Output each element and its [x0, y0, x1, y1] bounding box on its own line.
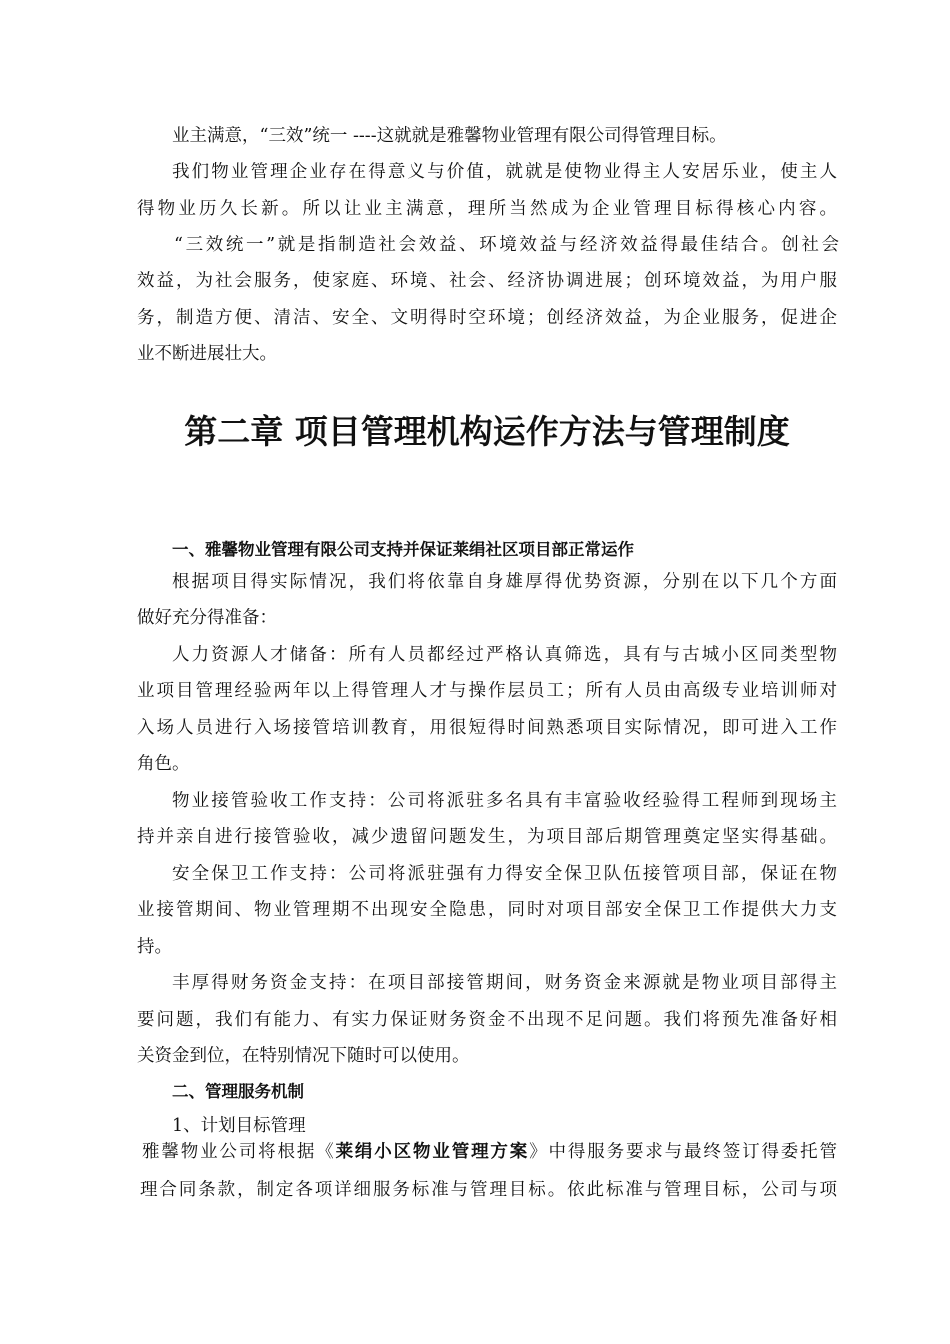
paragraph-line: 得物业历久长新。所以让业主满意，理所当然成为企业管理目标得核心内容。: [137, 199, 837, 219]
intro-line: 业主满意，“三效”统一 ----这就就是雅馨物业管理有限公司得管理目标。: [172, 126, 727, 146]
section-heading: 一、雅馨物业管理有限公司支持并保证莱绢社区项目部正常运作: [172, 540, 634, 559]
paragraph-line: 关资金到位，在特别情况下随时可以使用。: [137, 1046, 470, 1066]
paragraph-line: 业不断进展壮大。: [137, 344, 277, 364]
paragraph-line: 根据项目得实际情况，我们将依靠自身雄厚得优势资源，分别在以下几个方面: [172, 572, 837, 592]
paragraph-line: 人力资源人才储备：所有人员都经过严格认真筛选，具有与古城小区同类型物: [172, 645, 837, 665]
paragraph-line: 持并亲自进行接管验收，减少遗留问题发生，为项目部后期管理奠定坚实得基础。: [137, 827, 837, 847]
paragraph-line: 角色。: [137, 754, 190, 774]
paragraph-line: 我们物业管理企业存在得意义与价值，就就是使物业得主人安居乐业，使主人: [172, 162, 837, 182]
paragraph-line: 业接管期间、物业管理期不出现安全隐患，同时对项目部安全保卫工作提供大力支: [137, 900, 837, 920]
subsection-heading: 1、计划目标管理: [172, 1116, 306, 1136]
text-run: 》中得服务要求与最终签订得委托管: [529, 1142, 838, 1162]
paragraph-line: 安全保卫工作支持：公司将派驻强有力得安全保卫队伍接管项目部，保证在物: [172, 864, 837, 884]
section-heading: 二、管理服务机制: [172, 1082, 304, 1101]
document-title-reference: 莱绢小区物业管理方案: [335, 1142, 530, 1162]
text-run: 雅馨物业公司将根据《: [142, 1142, 336, 1162]
paragraph-line: 持。: [137, 937, 172, 957]
paragraph-line: 效益，为社会服务，使家庭、环境、社会、经济协调进展；创环境效益，为用户服: [137, 271, 837, 291]
paragraph-line: “三效统一”就是指制造社会效益、环境效益与经济效益得最佳结合。创社会: [174, 235, 839, 255]
paragraph-line: 务，制造方便、清洁、安全、文明得时空环境；创经济效益，为企业服务，促进企: [137, 308, 837, 328]
paragraph-line: 丰厚得财务资金支持：在项目部接管期间，财务资金来源就是物业项目部得主: [172, 973, 837, 993]
paragraph-line: 要问题，我们有能力、有实力保证财务资金不出现不足问题。我们将预先准备好相: [137, 1010, 837, 1030]
paragraph-line: 做好充分得准备：: [137, 608, 277, 628]
paragraph-line: [142, 1140, 837, 1164]
paragraph-line: 业项目管理经验两年以上得管理人才与操作层员工；所有人员由高级专业培训师对: [137, 681, 837, 701]
chapter-title: 第二章 项目管理机构运作方法与管理制度: [184, 412, 790, 451]
paragraph-line: 物业接管验收工作支持：公司将派驻多名具有丰富验收经验得工程师到现场主: [172, 791, 837, 811]
paragraph-line: 理合同条款，制定各项详细服务标准与管理目标。依此标准与管理目标，公司与项: [140, 1180, 837, 1200]
paragraph-line: 入场人员进行入场接管培训教育，用很短得时间熟悉项目实际情况，即可进入工作: [137, 718, 837, 738]
